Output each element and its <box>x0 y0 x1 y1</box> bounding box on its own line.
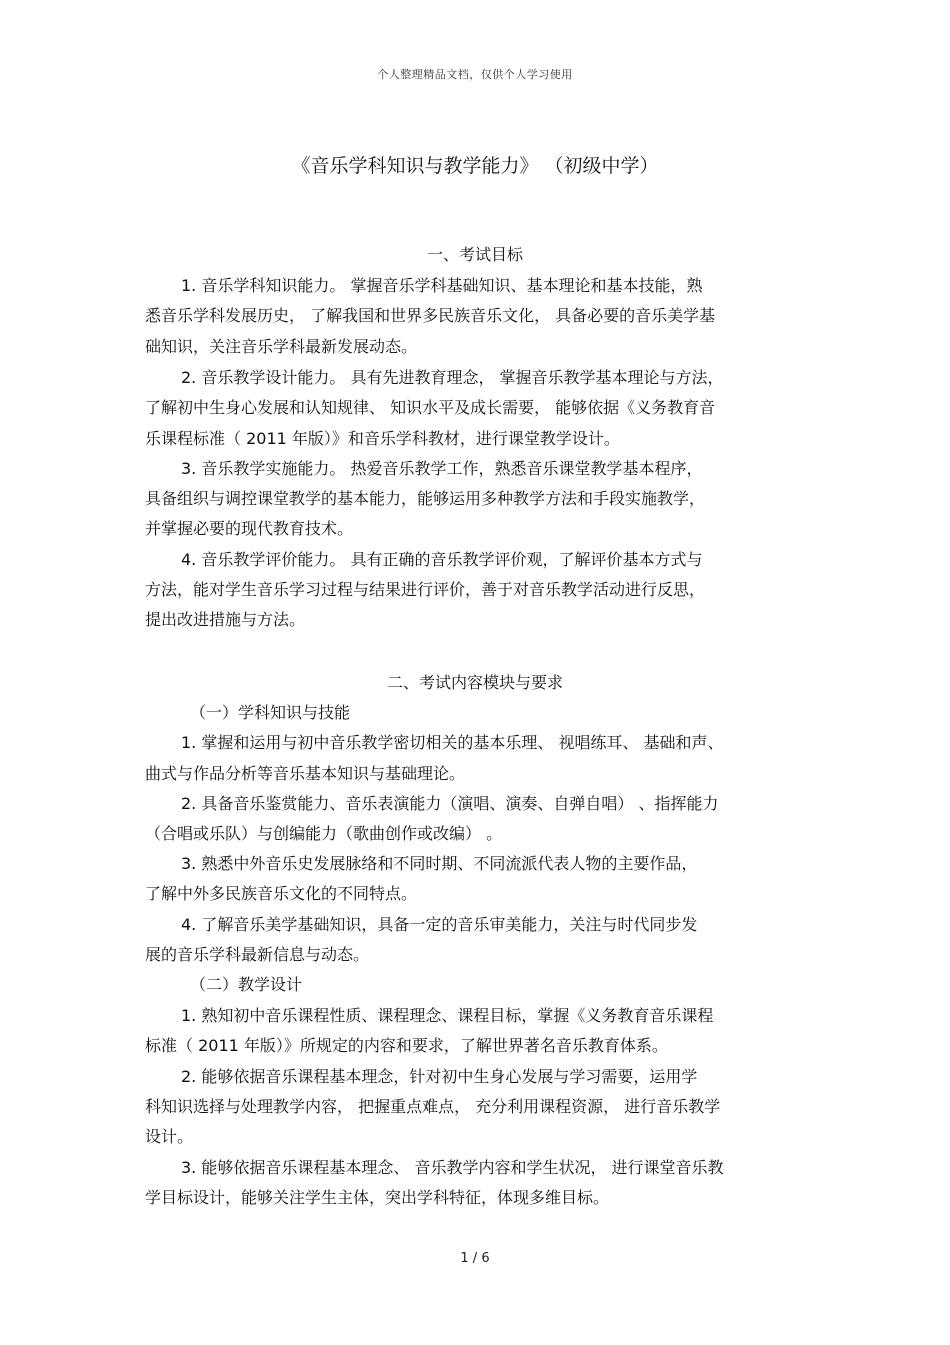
paragraph-line: 1. 掌握和运用与初中音乐教学密切相关的基本乐理、 视唱练耳、 基础和声、 <box>181 733 724 752</box>
paragraph-line: 3. 音乐教学实施能力。 热爱音乐教学工作，熟悉音乐课堂教学基本程序， <box>181 459 703 478</box>
paragraph-line: 1. 熟知初中音乐课程性质、课程理念、课程目标，掌握《义务教育音乐课程 <box>181 1006 714 1025</box>
paragraph-line: （合唱或乐队）与创编能力（歌曲创作或改编） 。 <box>145 824 503 843</box>
paragraph-line: 具备组织与调控课堂教学的基本能力，能够运用多种教学方法和手段实施教学， <box>145 489 706 508</box>
page-number: 1 / 6 <box>460 1251 490 1266</box>
subsection-heading: （一）学科知识与技能 <box>190 703 351 722</box>
paragraph-line: 提出改进措施与方法。 <box>145 610 306 629</box>
paragraph-line: 曲式与作品分析等音乐基本知识与基础理论。 <box>145 764 466 783</box>
paragraph-line: 3. 能够依据音乐课程基本理念、 音乐教学内容和学生状况， 进行课堂音乐教 <box>181 1158 724 1177</box>
paragraph-line: 础知识，关注音乐学科最新发展动态。 <box>145 337 418 356</box>
section-heading: 二、考试内容模块与要求 <box>386 673 563 692</box>
paragraph-line: 了解中外多民族音乐文化的不同特点。 <box>145 884 418 903</box>
paragraph-line: 4. 音乐教学评价能力。 具有正确的音乐教学评价观，了解评价基本方式与 <box>181 550 703 569</box>
document-title: 《音乐学科知识与教学能力》 （初级中学） <box>291 155 659 177</box>
paragraph-line: 悉音乐学科发展历史， 了解我国和世界多民族音乐文化， 具备必要的音乐美学基 <box>145 306 716 325</box>
paragraph-line: 方法，能对学生音乐学习过程与结果进行评价，善于对音乐教学活动进行反思， <box>145 580 706 599</box>
paragraph-line: 3. 熟悉中外音乐史发展脉络和不同时期、不同流派代表人物的主要作品， <box>181 854 698 873</box>
paragraph-line: 乐课程标准（ 2011 年版）》和音乐学科教材，进行课堂教学设计。 <box>145 429 620 448</box>
paragraph-line: 了解初中生身心发展和认知规律、 知识水平及成长需要， 能够依据《义务教育音 <box>145 398 716 417</box>
paragraph-line: 4. 了解音乐美学基础知识，具备一定的音乐审美能力，关注与时代同步发 <box>181 915 698 934</box>
paragraph-line: 学目标设计，能够关注学生主体，突出学科特征，体现多维目标。 <box>145 1188 610 1207</box>
paragraph-line: 2. 具备音乐鉴赏能力、音乐表演能力（演唱、演奏、自弹自唱） 、指挥能力 <box>181 794 719 813</box>
header-note: 个人整理精品文档，仅供个人学习使用 <box>377 68 573 81</box>
paragraph-line: 展的音乐学科最新信息与动态。 <box>145 945 370 964</box>
paragraph-line: 科知识选择与处理教学内容， 把握重点难点， 充分利用课程资源， 进行音乐教学 <box>145 1097 721 1116</box>
paragraph-line: 并掌握必要的现代教育技术。 <box>145 519 354 538</box>
paragraph-line: 标准（ 2011 年版）》所规定的内容和要求，了解世界著名音乐教育体系。 <box>145 1036 668 1055</box>
paragraph-line: 1. 音乐学科知识能力。 掌握音乐学科基础知识、基本理论和基本技能，熟 <box>181 276 703 295</box>
section-heading: 一、考试目标 <box>426 245 523 264</box>
paragraph-line: 2. 能够依据音乐课程基本理念，针对初中生身心发展与学习需要，运用学 <box>181 1067 698 1086</box>
paragraph-line: 设计。 <box>145 1127 194 1146</box>
subsection-heading: （二）教学设计 <box>190 975 303 994</box>
paragraph-line: 2. 音乐教学设计能力。 具有先进教育理念， 掌握音乐教学基本理论与方法， <box>181 368 724 387</box>
